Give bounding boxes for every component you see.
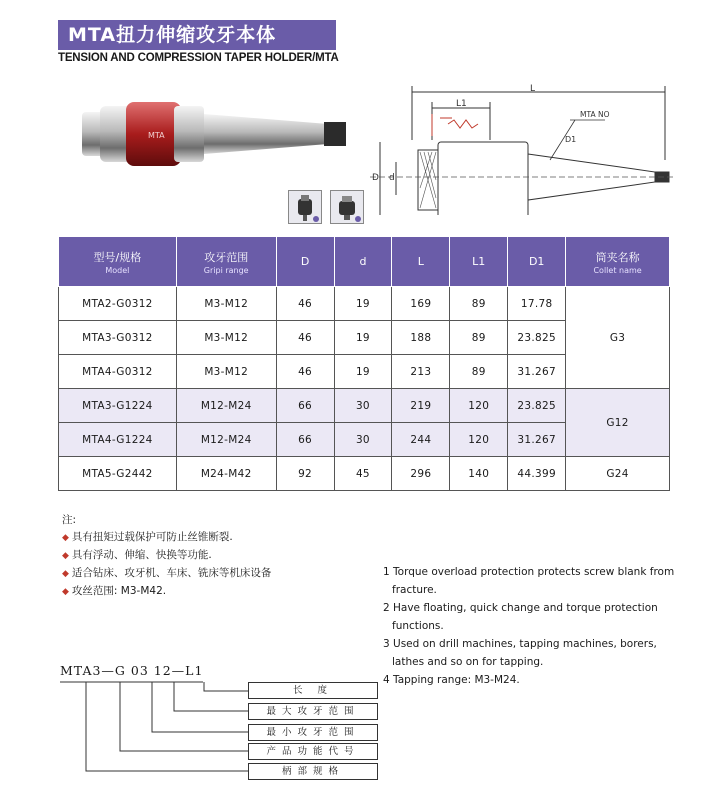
- cell-collet-g3: G3: [566, 287, 670, 389]
- cell-model: MTA2-G0312: [59, 287, 177, 321]
- dim-d: d: [389, 173, 395, 183]
- cell-D1: 23.825: [508, 321, 566, 355]
- note-en-item: 2 Have floating, quick change and torque protection functions.: [383, 602, 658, 632]
- cell-model: MTA3-G0312: [59, 321, 177, 355]
- cell-D: 46: [276, 321, 334, 355]
- cell-collet-g12: G12: [566, 389, 670, 457]
- cell-L: 244: [392, 423, 450, 457]
- technical-drawing: [370, 80, 675, 215]
- cell-L: 188: [392, 321, 450, 355]
- svg-text:MTA: MTA: [148, 131, 165, 140]
- cell-D1: 44.399: [508, 457, 566, 491]
- cell-range: M12-M24: [176, 389, 276, 423]
- note-item: ◆ 适合钻床、攻牙机、车床、铣床等机床设备: [62, 567, 272, 579]
- code-label-shank-spec: 柄部规格: [248, 763, 378, 780]
- page-title: MTA扭力伸缩攻牙本体: [58, 20, 336, 50]
- notes-cn: [62, 512, 271, 601]
- th-range: 攻牙范围 Gripi range: [176, 237, 276, 287]
- code-label-min-range: 最小攻牙范围: [248, 724, 378, 741]
- spec-table: [58, 236, 670, 491]
- table-row: [59, 287, 670, 321]
- notes-en: [383, 563, 683, 689]
- cell-D1: 17.78: [508, 287, 566, 321]
- table-header-row: [59, 237, 670, 287]
- th-L: L: [392, 237, 450, 287]
- tapping-holder-icon: [330, 190, 364, 224]
- cell-model: MTA4-G0312: [59, 355, 177, 389]
- cell-D: 66: [276, 423, 334, 457]
- tapping-tool-icon: [288, 190, 322, 224]
- cell-L: 219: [392, 389, 450, 423]
- cell-model: MTA4-G1224: [59, 423, 177, 457]
- dim-mta-no: MTA NO: [580, 110, 610, 119]
- note-en-item: 1 Torque overload protection protects screw blank from fracture.: [383, 566, 675, 596]
- th-collet: 筒夹名称 Collet name: [566, 237, 670, 287]
- dim-D1: D1: [565, 135, 577, 144]
- code-label-length: 长 度: [248, 682, 378, 699]
- cell-D: 92: [276, 457, 334, 491]
- model-code: MTA3—G 03 12—L1: [60, 663, 204, 678]
- cell-range: M3-M12: [176, 321, 276, 355]
- th-d: d: [334, 237, 392, 287]
- cell-range: M24-M42: [176, 457, 276, 491]
- table-row: [59, 457, 670, 491]
- dim-L1: L1: [456, 99, 467, 109]
- cell-d: 30: [334, 423, 392, 457]
- cell-L: 213: [392, 355, 450, 389]
- cell-d: 45: [334, 457, 392, 491]
- note-en-item: 4 Tapping range: M3-M24.: [383, 674, 520, 686]
- cell-D1: 31.267: [508, 423, 566, 457]
- bullet-icon: ◆: [62, 551, 69, 561]
- cell-range: M12-M24: [176, 423, 276, 457]
- cell-d: 19: [334, 287, 392, 321]
- cell-range: M3-M12: [176, 287, 276, 321]
- cell-model: MTA3-G1224: [59, 389, 177, 423]
- th-L1: L1: [450, 237, 508, 287]
- cell-collet-g24: G24: [566, 457, 670, 491]
- note-item: ◆ 攻丝范围: M3-M42.: [62, 585, 167, 597]
- cell-d: 30: [334, 389, 392, 423]
- cell-D1: 31.267: [508, 355, 566, 389]
- note-item: ◆ 具有扭矩过载保护可防止丝锥断裂.: [62, 531, 233, 543]
- bullet-icon: ◆: [62, 569, 69, 579]
- bullet-icon: ◆: [62, 587, 69, 597]
- cell-D: 66: [276, 389, 334, 423]
- code-label-max-range: 最大攻牙范围: [248, 703, 378, 720]
- cell-D: 46: [276, 355, 334, 389]
- cell-d: 19: [334, 321, 392, 355]
- page-subtitle: TENSION AND COMPRESSION TAPER HOLDER/MTA: [58, 52, 339, 64]
- cell-D1: 23.825: [508, 389, 566, 423]
- dim-L: L: [530, 84, 536, 94]
- th-D1: D1: [508, 237, 566, 287]
- cell-d: 19: [334, 355, 392, 389]
- th-model: 型号/规格 Model: [59, 237, 177, 287]
- product-photo: [78, 92, 350, 172]
- cell-L1: 89: [450, 355, 508, 389]
- note-en-item: 3 Used on drill machines, tapping machines, borers, lathes and so on for tapping.: [383, 638, 657, 668]
- cell-D: 46: [276, 287, 334, 321]
- bullet-icon: ◆: [62, 533, 69, 543]
- dim-D: D: [372, 173, 379, 183]
- code-label-function-code: 产品功能代号: [248, 743, 378, 760]
- cell-L1: 140: [450, 457, 508, 491]
- cell-model: MTA5-G2442: [59, 457, 177, 491]
- cell-L1: 120: [450, 423, 508, 457]
- notes-title: 注:: [62, 514, 77, 526]
- cell-L1: 120: [450, 389, 508, 423]
- cell-L: 296: [392, 457, 450, 491]
- cell-L: 169: [392, 287, 450, 321]
- th-D: D: [276, 237, 334, 287]
- cell-range: M3-M12: [176, 355, 276, 389]
- table-row: [59, 389, 670, 423]
- cell-L1: 89: [450, 321, 508, 355]
- cell-L1: 89: [450, 287, 508, 321]
- note-item: ◆ 具有浮动、伸缩、快换等功能.: [62, 549, 212, 561]
